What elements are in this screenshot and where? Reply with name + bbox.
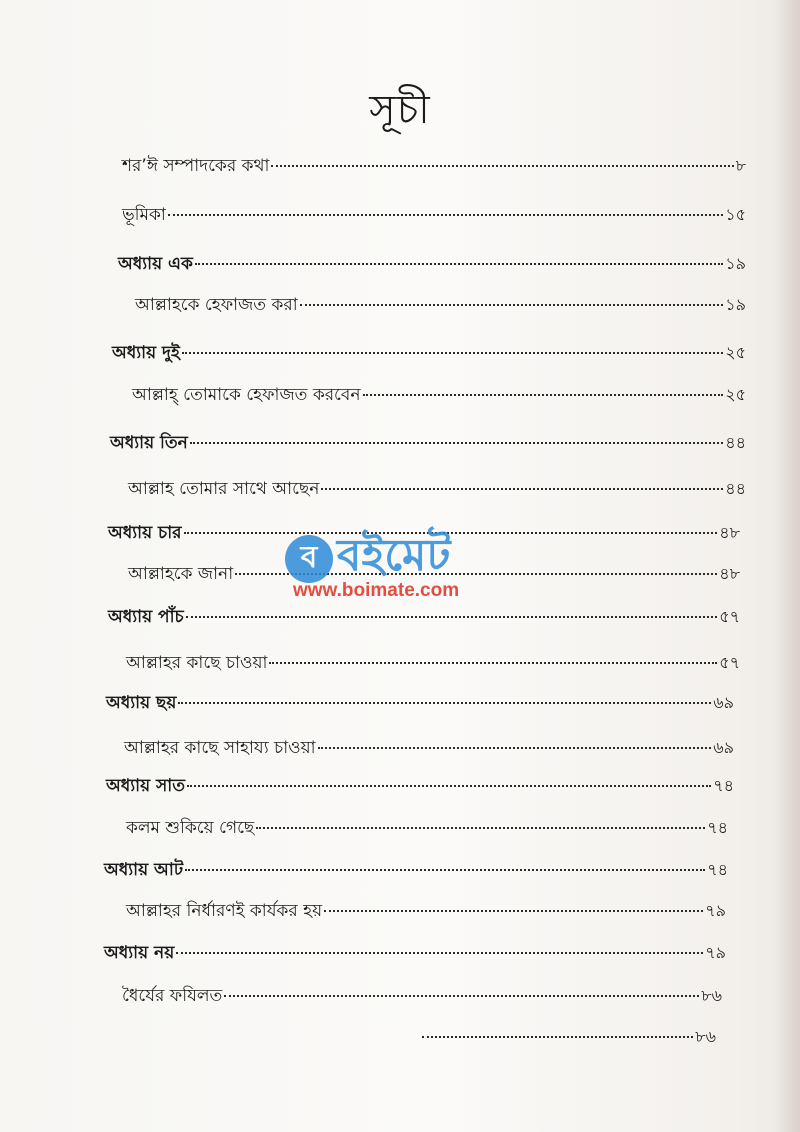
toc-label: শর’ঈ সম্পাদকের কথা	[122, 156, 270, 176]
toc-row	[124, 735, 734, 763]
toc-row	[122, 153, 746, 181]
toc-row	[128, 476, 746, 504]
toc-label: ধৈর্যের ফযিলত	[122, 986, 223, 1006]
toc-page-number: ৮	[735, 156, 746, 175]
page-edge-shadow	[774, 0, 800, 1132]
toc-page-number: ৪৮	[719, 564, 740, 583]
toc-leader	[182, 352, 723, 354]
toc-label: আল্লাহ তোমার সাথে আছেন	[128, 479, 320, 499]
toc-page-number: ৭৯	[705, 943, 726, 962]
toc-row	[122, 983, 722, 1011]
toc-label: কলম শুকিয়ে গেছে	[126, 818, 255, 838]
toc-chapter-label: অধ্যায় চার	[108, 523, 182, 543]
toc-chapter-label: অধ্যায় নয়	[104, 943, 175, 963]
toc-row	[420, 1024, 716, 1051]
toc-page-number: ৪৪	[725, 433, 746, 452]
toc-chapter-label: অধ্যায় দুই	[112, 343, 180, 363]
toc-leader	[168, 214, 723, 216]
toc-page-number: ৪৮	[719, 523, 740, 542]
toc-chapter-row	[104, 857, 728, 885]
toc-chapter-row	[112, 340, 746, 368]
toc-page-number: ২৫	[725, 343, 746, 362]
toc-chapter-row	[110, 430, 746, 458]
toc-leader	[187, 785, 711, 787]
toc-row	[126, 650, 740, 678]
toc-chapter-label: অধ্যায় ছয়	[106, 693, 177, 713]
toc-leader	[271, 165, 733, 167]
page-title: সূচী	[369, 87, 431, 133]
toc-page-number: ৪৪	[725, 479, 746, 498]
toc-label: আল্লাহর কাছে চাওয়া	[126, 653, 268, 673]
toc-chapter-row	[106, 690, 734, 718]
watermark-url: www.boimate.com	[293, 580, 460, 601]
toc-page-number: ৮৬	[701, 986, 722, 1005]
toc-chapter-row	[104, 940, 726, 968]
toc-row	[132, 382, 746, 410]
toc-label: আল্লাহর কাছে সাহায্য চাওয়া	[124, 738, 316, 758]
toc-leader	[186, 616, 718, 618]
toc-leader	[269, 662, 717, 664]
toc-chapter-label: অধ্যায় এক	[118, 254, 193, 274]
toc-leader	[300, 304, 724, 306]
boimate-watermark	[285, 522, 515, 612]
toc-page-number: ৫৭	[719, 607, 740, 626]
toc-leader	[318, 747, 712, 749]
toc-leader	[321, 488, 723, 490]
toc-leader	[190, 442, 723, 444]
toc-leader	[224, 995, 699, 997]
toc-page-number: ১৯	[725, 254, 746, 273]
toc-label: আল্লাহর নির্ধারণই কার্যকর হয়	[126, 901, 323, 921]
toc-row	[135, 292, 746, 320]
toc-row	[126, 815, 728, 843]
toc-chapter-label: অধ্যায় সাত	[106, 776, 185, 796]
toc-page-number: ৫৭	[719, 653, 740, 672]
toc-chapter-label: অধ্যায় পাঁচ	[108, 607, 184, 627]
book-logo-icon: ব	[285, 535, 333, 583]
toc-label: ভূমিকা	[122, 205, 166, 225]
toc-chapter-row	[118, 251, 746, 279]
toc-chapter-label: অধ্যায় আট	[104, 860, 184, 880]
toc-page-number: ৬৯	[713, 738, 734, 757]
toc-page-number: ৭৪	[707, 818, 728, 837]
toc-label: আল্লাহ্‌ তোমাকে হেফাজত করবেন	[132, 385, 361, 405]
toc-page-number: ৮৬	[695, 1027, 716, 1046]
toc-leader	[195, 263, 723, 265]
toc-chapter-row	[106, 773, 734, 801]
toc-label: আল্লাহকে জানা	[128, 564, 234, 584]
watermark-brand: বইমেট	[337, 530, 451, 581]
toc-leader	[422, 1036, 693, 1038]
toc-page-number: ৭৪	[713, 776, 734, 795]
toc-leader	[324, 910, 703, 912]
toc-chapter-label: অধ্যায় তিন	[110, 433, 188, 453]
toc-page-number: ৭৯	[705, 901, 726, 920]
toc-page-number: ২৫	[725, 385, 746, 404]
toc-leader	[185, 869, 705, 871]
toc-page-number: ১৫	[725, 205, 746, 224]
toc-page-number: ৬৯	[713, 693, 734, 712]
toc-leader	[256, 827, 705, 829]
toc-page-number: ১৯	[725, 295, 746, 314]
toc-label: আল্লাহকে হেফাজত করা	[135, 295, 298, 315]
toc-leader	[178, 702, 711, 704]
toc-leader	[363, 394, 724, 396]
toc-leader	[176, 952, 703, 954]
toc-row	[126, 898, 726, 926]
toc-page-number: ৭৪	[707, 860, 728, 879]
toc-row	[122, 202, 746, 230]
